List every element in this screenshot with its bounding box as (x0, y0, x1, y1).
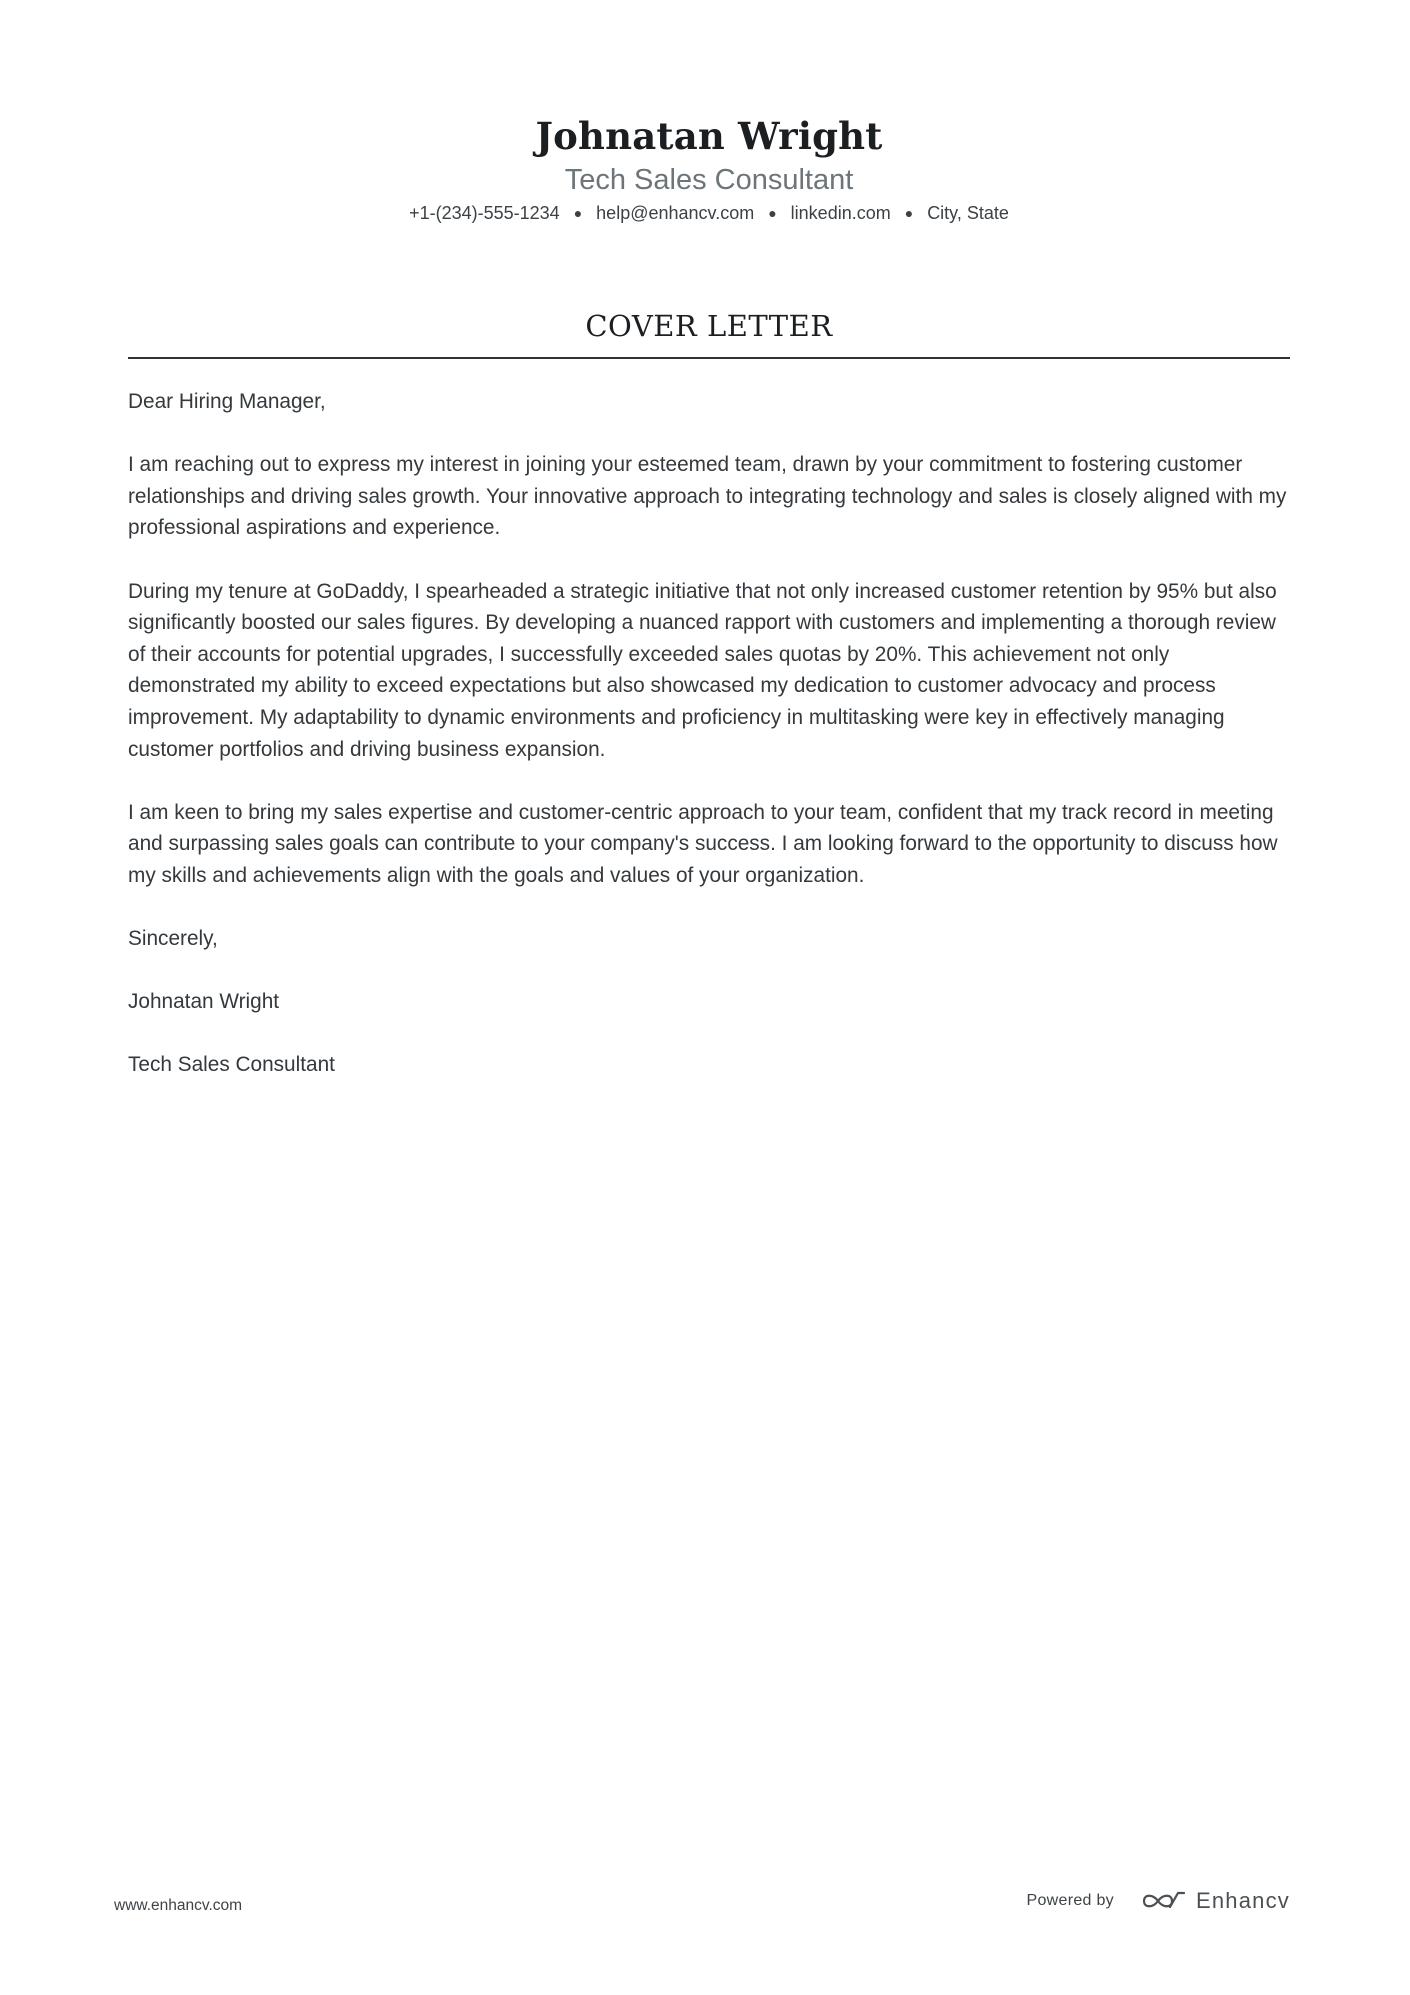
powered-by-label: Powered by (1026, 1892, 1114, 1909)
enhancv-logo-icon (1140, 1889, 1186, 1913)
header (128, 108, 1290, 226)
location-text: City, State (927, 203, 1009, 223)
signature-name: Johnatan Wright (128, 990, 280, 1014)
linkedin-text: linkedin.com (790, 203, 891, 223)
email-text: help@enhancv.com (596, 203, 755, 223)
paragraph-3: I am keen to bring my sales expertise and customer-centric approach to your team, confident that my track record in meeting and surpassing sales goals can contribute to your company's success. I am looking forward to the opportunity to discuss how my skills and achievements align with the goals and values of your organization. (128, 800, 1278, 887)
brand-logo[interactable] (1140, 1888, 1290, 1914)
signature-title: Tech Sales Consultant (128, 1053, 335, 1077)
brand-name: Enhancv (1195, 1888, 1290, 1913)
separator-dot-icon: ● (573, 205, 583, 221)
section-divider (128, 357, 1290, 359)
footer-branding (1026, 1888, 1290, 1914)
section-title: COVER LETTER (585, 309, 833, 343)
candidate-title: Tech Sales Consultant (564, 164, 854, 196)
paragraph-2: During my tenure at GoDaddy, I spearheaded a strategic initiative that not only increased customer retention by 95% but also significantly boosted our sales figures. By developing a nuanced rapport with customers and implementing a thorough review of their accounts for potential upgrades, I successfully exceeded sales quotas by 20%. This achievement not only demonstrated my ability to exceed expectations but also showcased my dedication to customer advocacy and process improvement. My adaptability to dynamic environments and proficiency in multitasking were key in effectively managing customer portfolios and driving business expansion. (128, 579, 1277, 761)
contact-line (128, 200, 1290, 226)
separator-dot-icon: ● (904, 205, 914, 221)
separator-dot-icon: ● (768, 205, 777, 221)
letter-body (128, 386, 1294, 1113)
candidate-name: Johnatan Wright (535, 114, 883, 158)
closing: Sincerely, (128, 927, 218, 951)
salutation: Dear Hiring Manager, (128, 390, 326, 413)
footer-website[interactable]: www.enhancv.com (114, 1897, 243, 1914)
paragraph-1: I am reaching out to express my interest in joining your esteemed team, drawn by your commitment to fostering customer relationships and driving sales growth. Your innovative approach to integrating technology and sales is closely aligned with my professional aspirations and experience. (128, 453, 1287, 540)
phone-text: +1-(234)-555-1234 (409, 203, 560, 223)
